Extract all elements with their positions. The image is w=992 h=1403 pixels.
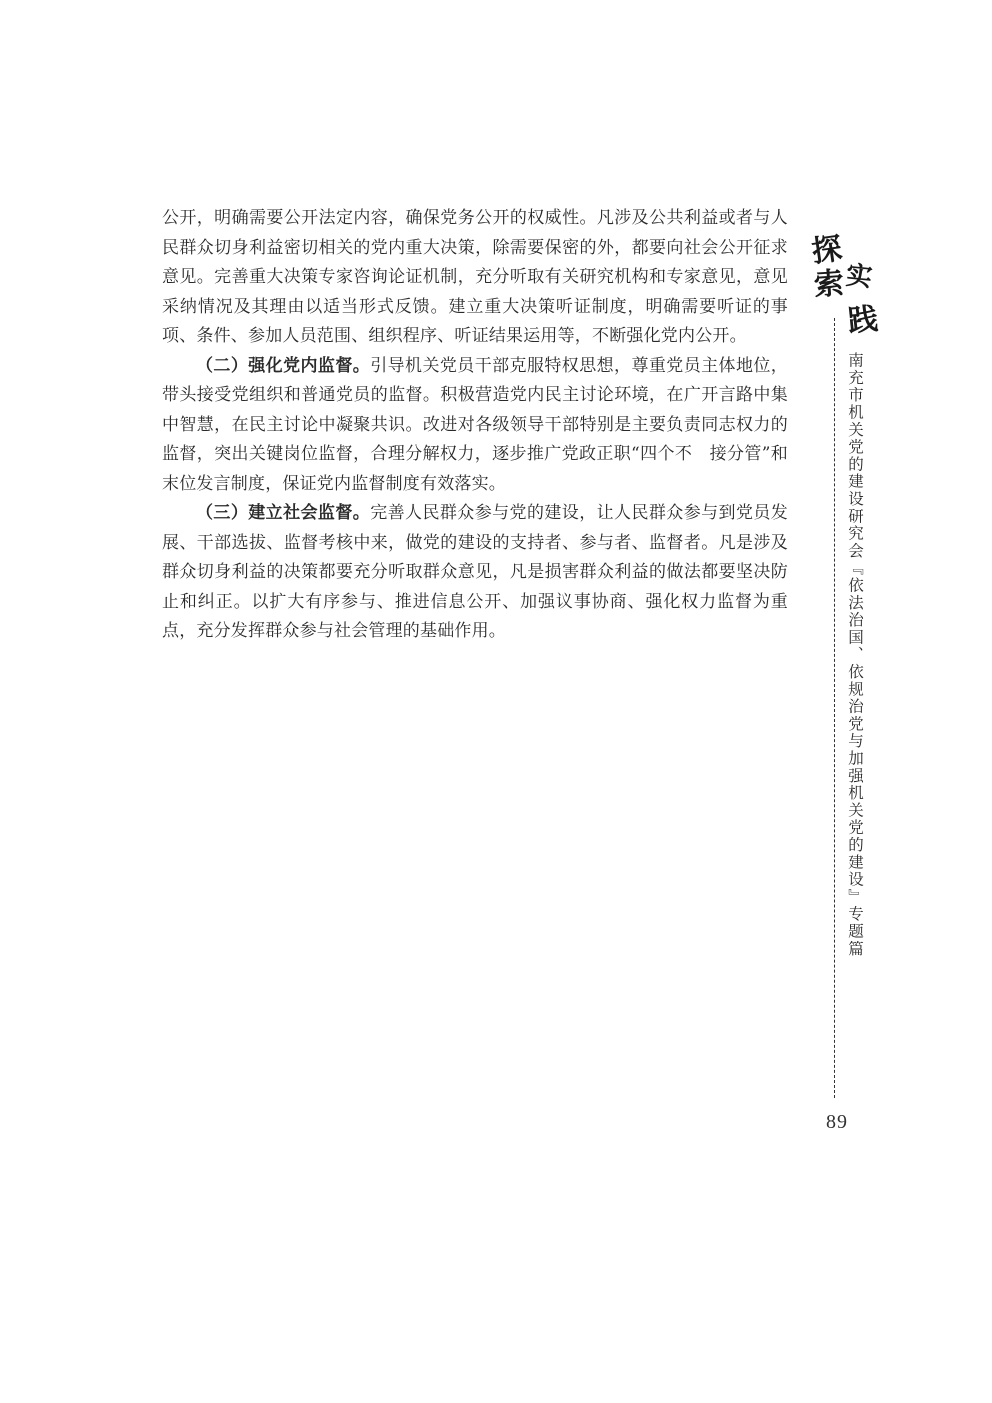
explore-practice-logo (809, 231, 880, 344)
paragraph-2 (162, 352, 788, 500)
logo-char-jian: 践 (846, 301, 880, 340)
paragraph-2-text: 引导机关党员干部克服特权思想，尊重党员主体地位，带头接受党组织和普通党员的监督。积极营造党内民主讨论环境，在广开言路中集中智慧，在民主讨论中凝聚共识。改进对各级领导干部特别是主要负责同志权力的监督，突出关键岗位监督，合理分解权力，逐步推广党政正职“四个不 接分管”和末位发言制度，保证党内监督制度有效落实。 (162, 355, 788, 494)
logo-char-shi: 实 (844, 260, 874, 294)
main-text-block (162, 204, 788, 647)
running-header-vertical-title: 南充市机关党的建设研究会『依法治国、依规治党与加强机关党的建设』专题篇 (846, 352, 864, 958)
section-heading-2: （二）强化党内监督。 (196, 355, 371, 376)
paragraph-3 (162, 499, 788, 647)
section-heading-3: （三）建立社会监督。 (196, 503, 371, 523)
sidebar-dashed-divider (834, 318, 835, 1098)
logo-char-suo: 索 (812, 265, 846, 304)
logo-char-tan: 探 (809, 231, 845, 270)
paragraph-1: 公开，明确需要公开法定内容，确保党务公开的权威性。凡涉及公共利益或者与人民群众切身利益密切相关的党内重大决策，除需要保密的外，都要向社会公开征求意见。完善重大决策专家咨询论证机制，充分听取有关研究机构和专家意见，意见采纳情况及其理由以适当形式反馈。建立重大决策听证制度，明确需要听证的事项、条件、参加人员范围、组织程序、听证结果运用等，不断强化党内公开。 (162, 208, 788, 346)
page-number: 89 (826, 1111, 848, 1133)
paragraph-3-text: 完善人民群众参与党的建设，让人民群众参与到党员发展、干部选拔、监督考核中来，做党的建设的支持者、参与者、监督者。凡是涉及群众切身利益的决策都要充分听取群众意见，凡是损害群众利益的做法都要坚决防止和纠正。以扩大有序参与、推进信息公开、加强议事协商、强化权力监督为重点，充分发挥群众参与社会管理的基础作用。 (162, 503, 788, 641)
